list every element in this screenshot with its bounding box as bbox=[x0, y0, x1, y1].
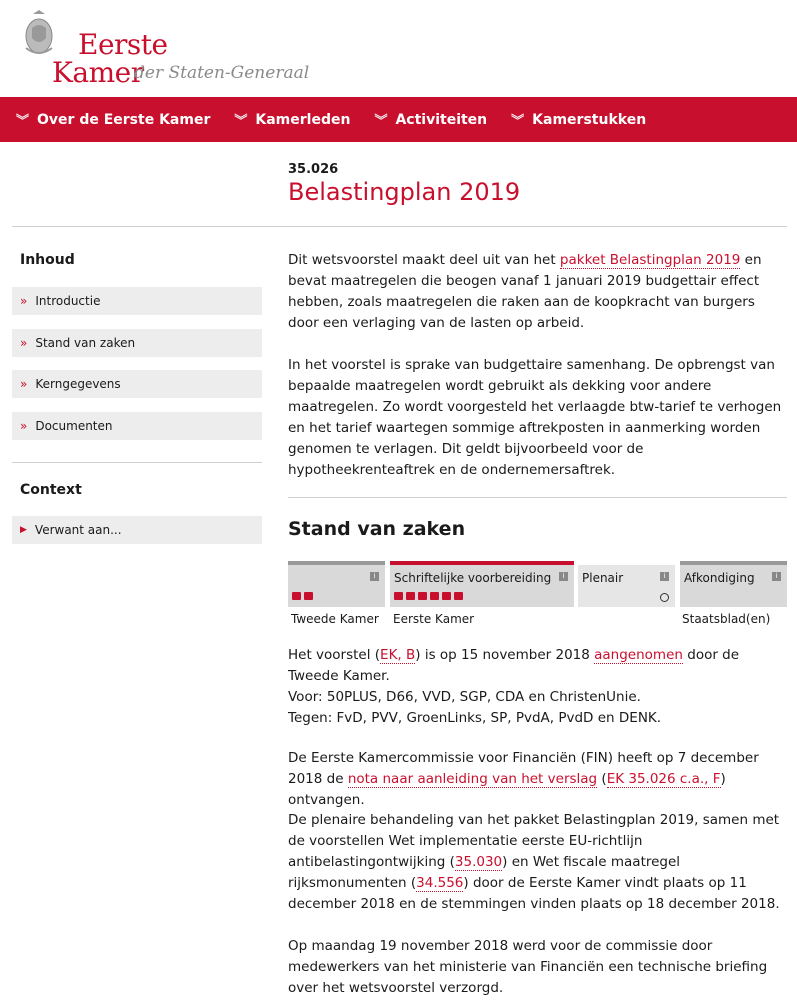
nav-item-label: Kamerleden bbox=[255, 111, 351, 128]
sidebar-item-label: Verwant aan... bbox=[34, 523, 122, 537]
double-chevron-down-icon: ︾ bbox=[16, 114, 30, 129]
document-icon[interactable] bbox=[442, 592, 451, 600]
text: door de Tweede Kamer. bbox=[288, 647, 740, 684]
voor-parties: Voor: 50PLUS, D66, VVD, SGP, CDA en ChristenUnie. bbox=[288, 689, 641, 705]
document-icon[interactable] bbox=[430, 592, 439, 600]
double-chevron-down-icon: ︾ bbox=[234, 114, 248, 129]
sidebar-item-label: Introductie bbox=[35, 294, 101, 308]
text: De plenaire behandeling van het pakket Belastingplan 2019, samen met de voorstellen Wet implementatie eerste EU-richtlijn antibelastingontwijking ( bbox=[288, 812, 780, 870]
phase-schriftelijke-voorbereiding[interactable] bbox=[390, 561, 574, 607]
nav-activiteiten[interactable] bbox=[374, 110, 487, 129]
intro-paragraph-1 bbox=[288, 250, 788, 334]
nav-kamerleden[interactable] bbox=[234, 110, 350, 129]
divider bbox=[12, 462, 262, 463]
sidebar-item-introductie[interactable] bbox=[12, 287, 262, 315]
double-angle-right-icon: » bbox=[20, 419, 28, 433]
double-chevron-down-icon: ︾ bbox=[374, 114, 388, 129]
nav-item-label: Activiteiten bbox=[395, 111, 488, 128]
site-logo[interactable] bbox=[16, 6, 316, 89]
brand-kamer: Kamer bbox=[52, 56, 144, 89]
brand-eerste: Eerste bbox=[78, 28, 168, 61]
chamber-label-tweede-kamer: Tweede Kamer bbox=[291, 612, 379, 626]
phase-label: Afkondiging bbox=[684, 571, 755, 585]
nav-item-label: Over de Eerste Kamer bbox=[37, 111, 211, 128]
brand-staten-generaal: der Staten-Generaal bbox=[134, 63, 310, 83]
text: ) ontvangen. bbox=[288, 771, 726, 808]
link-34556[interactable]: 34.556 bbox=[416, 875, 464, 891]
text: ) door de Eerste Kamer vindt plaats op 11 december 2018 en de stemmingen vinden plaats op 18 december 2018. bbox=[288, 875, 780, 912]
sidebar-heading-inhoud: Inhoud bbox=[20, 252, 75, 268]
text: Het voorstel ( bbox=[288, 647, 381, 663]
nav-kamerstukken[interactable] bbox=[511, 110, 646, 129]
sidebar-item-documenten[interactable] bbox=[12, 412, 262, 440]
sidebar-item-kerngegevens[interactable] bbox=[12, 370, 262, 398]
info-icon[interactable]: i bbox=[660, 572, 669, 581]
text: De Eerste Kamercommissie voor Financiën (FIN) heeft op 7 december 2018 de bbox=[288, 750, 759, 787]
phase-timeline bbox=[288, 561, 787, 607]
info-icon[interactable]: i bbox=[772, 572, 781, 581]
link-nota-verslag[interactable]: nota naar aanleiding van het verslag bbox=[347, 771, 598, 787]
link-pakket-belastingplan[interactable]: pakket Belastingplan 2019 bbox=[559, 252, 741, 268]
phase-tweede-kamer[interactable] bbox=[288, 561, 385, 607]
clock-icon bbox=[660, 593, 669, 602]
phase-label: Plenair bbox=[582, 571, 624, 585]
chamber-label-eerste-kamer: Eerste Kamer bbox=[393, 612, 475, 626]
divider bbox=[288, 497, 787, 498]
link-aangenomen[interactable]: aangenomen bbox=[594, 647, 683, 663]
sidebar-item-label: Kerngegevens bbox=[35, 377, 121, 391]
sidebar-item-label: Stand van zaken bbox=[35, 336, 136, 350]
document-icon[interactable] bbox=[418, 592, 427, 600]
document-number: 35.026 bbox=[288, 162, 339, 177]
main-nav bbox=[0, 97, 797, 142]
status-paragraph-3 bbox=[288, 810, 788, 915]
divider bbox=[12, 226, 787, 227]
document-icons bbox=[292, 592, 316, 600]
document-icon[interactable] bbox=[394, 592, 403, 600]
nav-item-label: Kamerstukken bbox=[532, 111, 647, 128]
document-icon[interactable] bbox=[454, 592, 463, 600]
text: Dit wetsvoorstel maakt deel uit van het bbox=[288, 252, 560, 268]
coat-of-arms-icon bbox=[20, 8, 58, 58]
phase-afkondiging[interactable] bbox=[680, 561, 787, 607]
document-icon[interactable] bbox=[304, 592, 313, 600]
double-chevron-down-icon: ︾ bbox=[511, 114, 525, 129]
link-35030[interactable]: 35.030 bbox=[454, 854, 503, 870]
status-paragraph-2 bbox=[288, 748, 788, 811]
double-angle-right-icon: » bbox=[20, 294, 28, 308]
status-paragraph-4: Op maandag 19 november 2018 werd voor de commissie door medewerkers van het ministerie van Financiën een technische briefing over het wetsvoorstel verzorgd. bbox=[288, 938, 768, 996]
link-ek-35026-f[interactable]: EK 35.026 c.a., F bbox=[606, 771, 721, 787]
sidebar-item-verwant-aan[interactable] bbox=[12, 516, 262, 544]
phase-label: Schriftelijke voorbereiding bbox=[394, 571, 552, 585]
document-icon[interactable] bbox=[292, 592, 301, 600]
text: ( bbox=[597, 771, 607, 787]
chamber-label-staatsblad: Staatsblad(en) bbox=[682, 612, 771, 626]
nav-over-de-eerste-kamer[interactable] bbox=[16, 110, 210, 129]
tegen-parties: Tegen: FvD, PVV, GroenLinks, SP, PvdA, PvdD en DENK. bbox=[288, 710, 662, 726]
double-angle-right-icon: » bbox=[20, 336, 28, 350]
page-title: Belastingplan 2019 bbox=[288, 178, 521, 206]
sidebar-item-stand-van-zaken[interactable] bbox=[12, 329, 262, 357]
text: ) is op 15 november 2018 bbox=[415, 647, 595, 663]
phase-plenair[interactable] bbox=[578, 561, 675, 607]
sidebar-heading-context: Context bbox=[20, 482, 82, 498]
text: en bevat maatregelen die beogen vanaf 1 januari 2019 budgettair effect hebben, zoals maatregelen die raken aan de koopkracht van burgers door een verlaging van de lasten op arbeid. bbox=[288, 252, 762, 331]
document-icons bbox=[394, 592, 466, 600]
triangle-right-icon: ▶ bbox=[20, 525, 27, 535]
status-paragraph-1 bbox=[288, 645, 788, 729]
document-icon[interactable] bbox=[406, 592, 415, 600]
info-icon[interactable]: i bbox=[370, 572, 379, 581]
double-angle-right-icon: » bbox=[20, 377, 28, 391]
text: ) en Wet fiscale maatregel rijksmonumenten ( bbox=[288, 854, 681, 891]
section-heading-stand-van-zaken: Stand van zaken bbox=[288, 518, 466, 540]
link-ek-b[interactable]: EK, B bbox=[380, 647, 416, 663]
intro-paragraph-2: In het voorstel is sprake van budgettaire samenhang. De opbrengst van bepaalde maatregelen wordt gebruikt als dekking voor andere maatregelen. Zo wordt voorgesteld het verlaagde btw-tarief te verhogen en het tarief waartegen sommige aftrekposten in aanmerking worden genomen te verlagen. Dit geldt bijvoorbeeld voor de hypotheekrenteaftrek en de ondernemersaftrek. bbox=[288, 357, 782, 478]
info-icon[interactable]: i bbox=[559, 572, 568, 581]
sidebar-item-label: Documenten bbox=[35, 419, 113, 433]
